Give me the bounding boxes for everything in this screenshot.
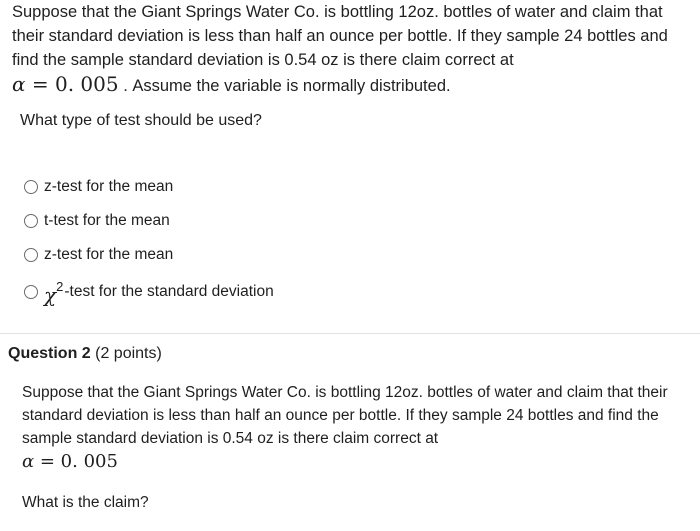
question-2-alpha-expression <box>22 451 118 472</box>
option-z-test-mean-1[interactable] <box>24 170 274 204</box>
chi-power: 2 <box>56 278 64 294</box>
assumption-text: . Assume the variable is normally distributed. <box>118 77 451 95</box>
question-1-alpha-line <box>12 72 692 98</box>
alpha-value: = 0. 005 <box>34 451 118 472</box>
radio-button[interactable] <box>24 248 38 262</box>
answer-options <box>24 170 274 312</box>
radio-button[interactable] <box>24 214 38 228</box>
option-label: z-test for the mean <box>44 178 174 195</box>
option-chi-square-test[interactable] <box>24 272 274 312</box>
question-2-stem-text: Suppose that the Giant Springs Water Co. is bottling 12oz. bottles of water and claim that their standard deviation is less than half an ounce per bottle. If they sample 24 bottles and find the sample standard deviation is 0.54 oz is there claim correct at <box>22 384 668 447</box>
alpha-value: = 0. 005 <box>25 72 119 96</box>
question-2-header <box>8 345 162 363</box>
radio-button[interactable] <box>24 180 38 194</box>
option-t-test-mean[interactable] <box>24 204 274 238</box>
question-1-stem <box>12 0 692 98</box>
question-1-stem-text: Suppose that the Giant Springs Water Co. is bottling 12oz. bottles of water and claim that their standard deviation is less than half an ounce per bottle. If they sample 24 bottles and find the sample standard deviation is 0.54 oz is there claim correct at <box>12 3 668 69</box>
alpha-expression <box>12 72 119 96</box>
radio-button[interactable] <box>24 285 38 299</box>
option-label: t-test for the mean <box>44 212 170 229</box>
question-2-points: (2 points) <box>90 345 162 362</box>
question-2-title: Question 2 <box>8 345 91 362</box>
option-label: z-test for the mean <box>44 246 174 263</box>
option-label: -test for the standard deviation <box>64 283 274 300</box>
chi-symbol: χ <box>44 283 57 307</box>
alpha-symbol: α <box>12 72 26 96</box>
question-2-prompt: What is the claim? <box>22 494 149 511</box>
option-z-test-mean-2[interactable] <box>24 238 274 272</box>
question-divider <box>0 333 700 334</box>
alpha-symbol: α <box>22 451 35 472</box>
question-1 <box>12 0 692 98</box>
question-2-stem <box>22 381 682 474</box>
question-1-prompt: What type of test should be used? <box>20 112 262 129</box>
